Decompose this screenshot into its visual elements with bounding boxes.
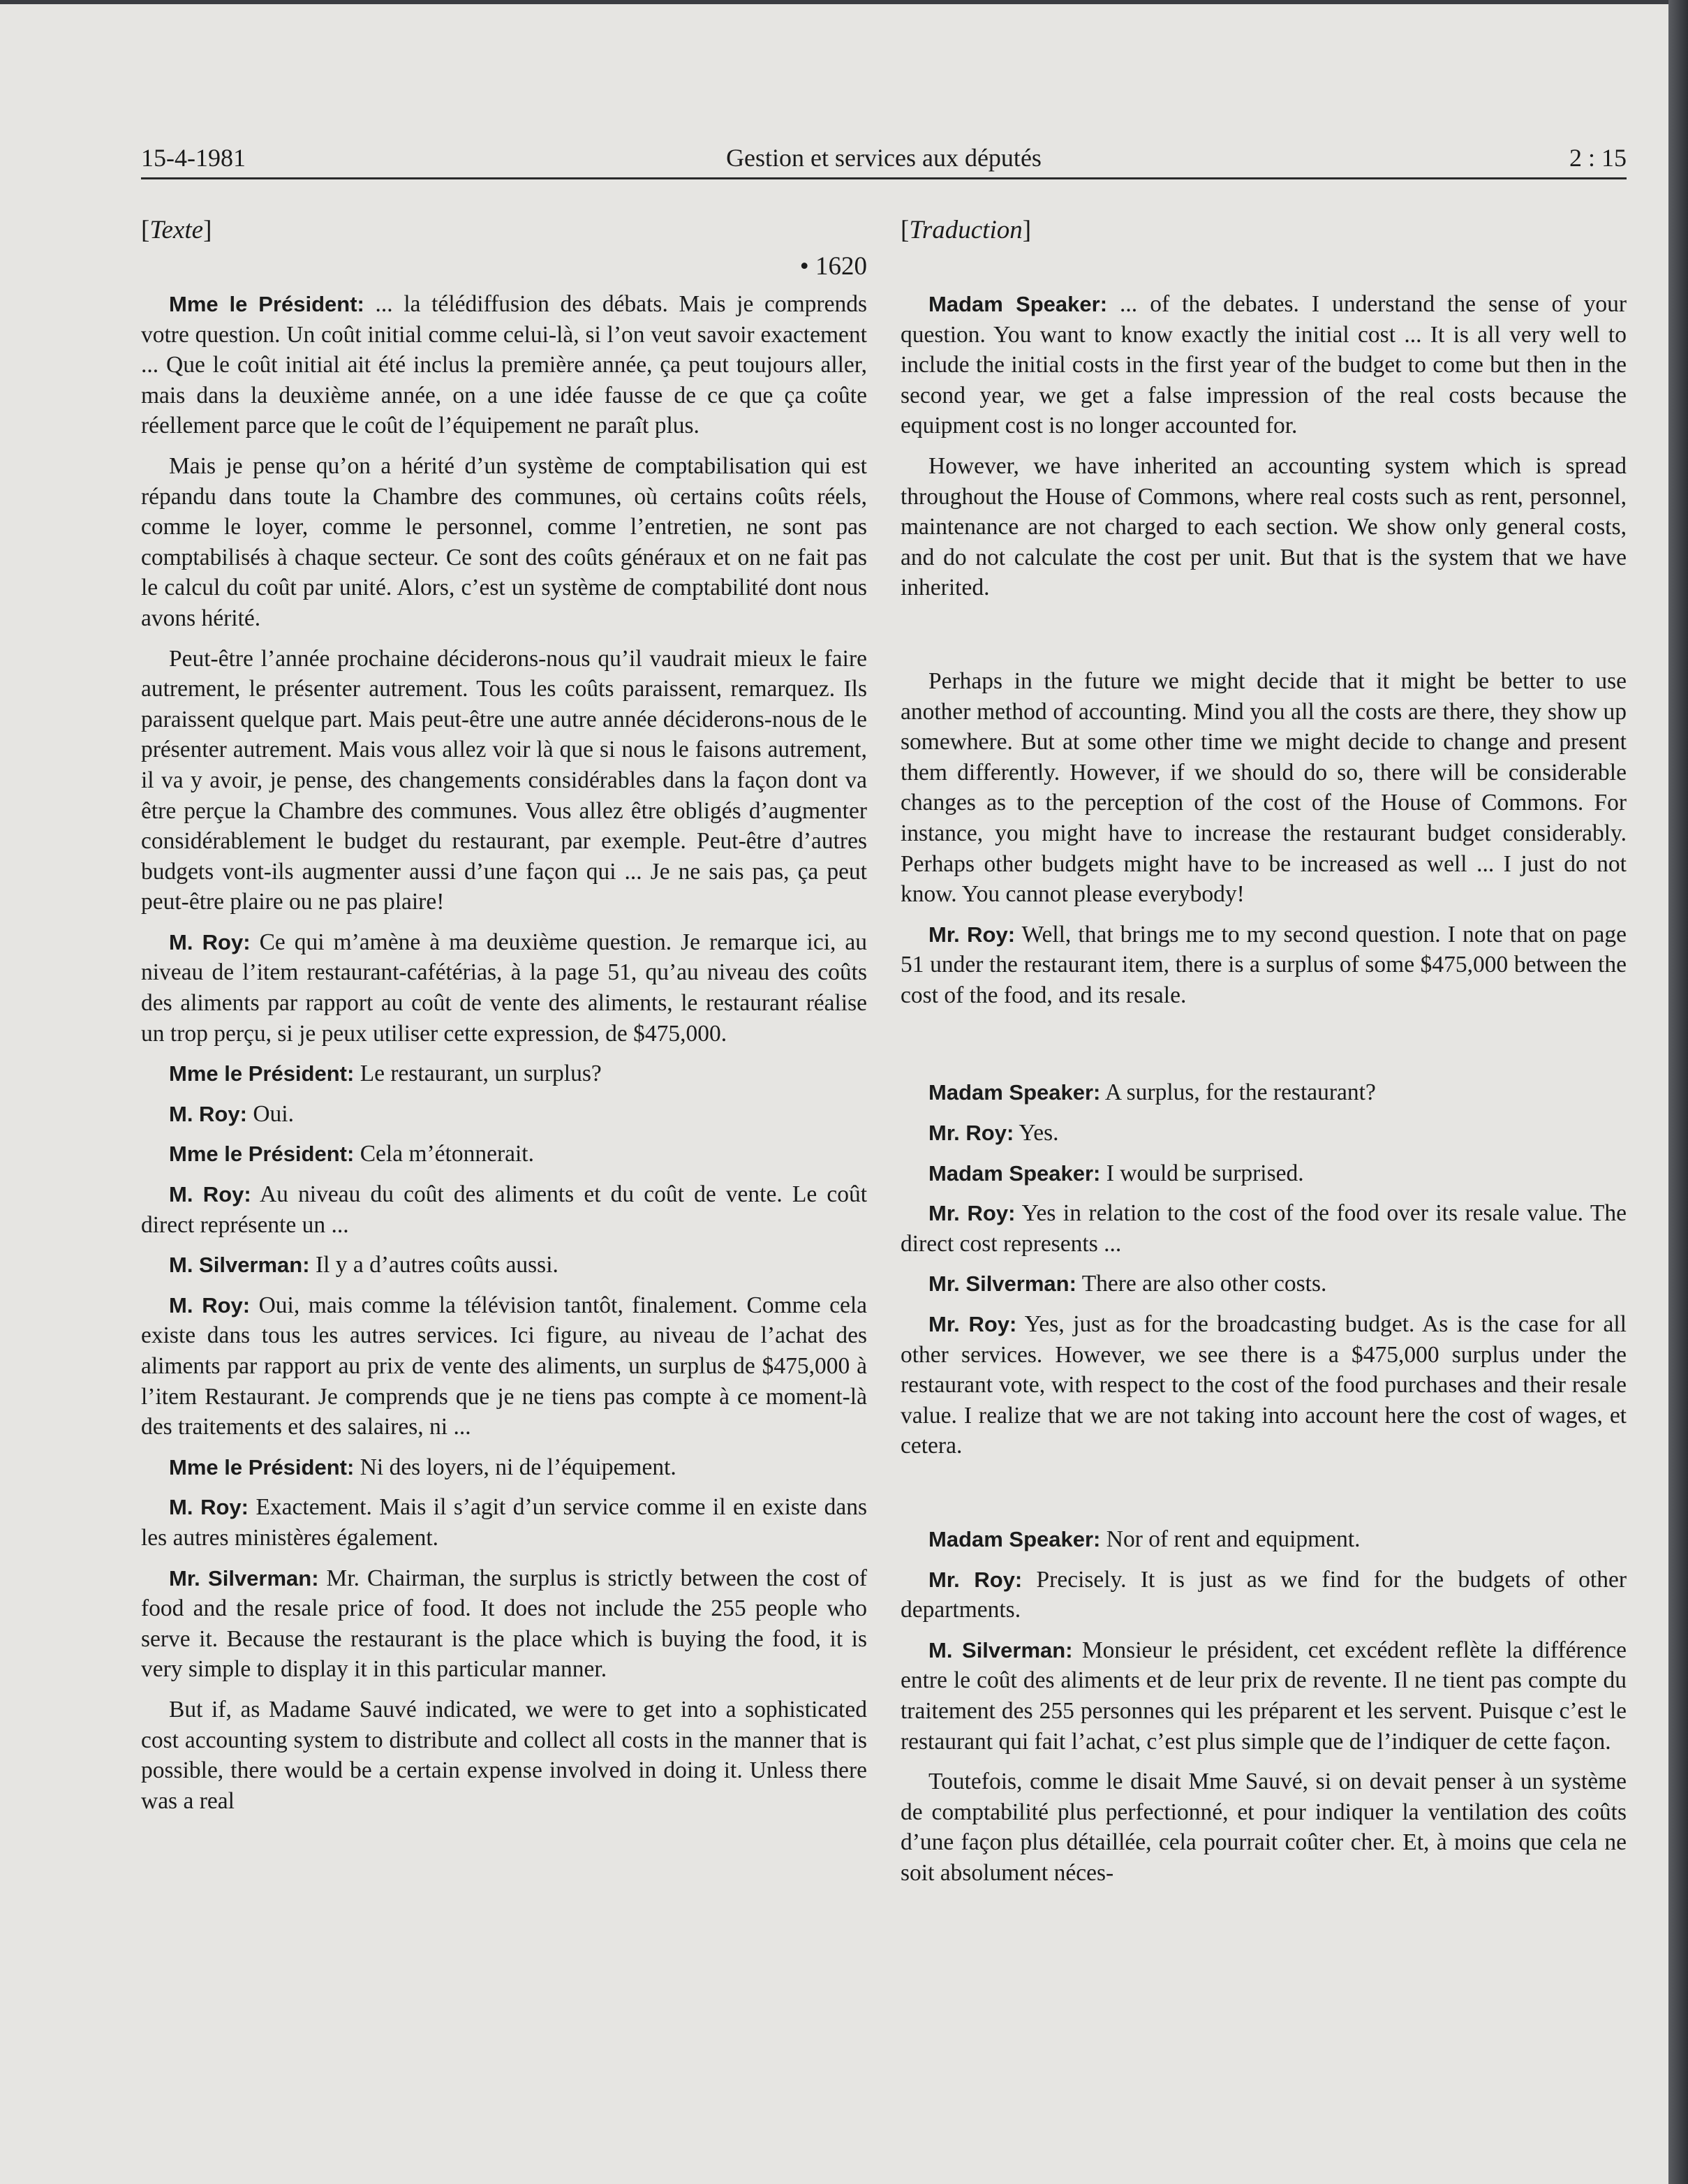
paragraph: Perhaps in the future we might decide that it might be better to use another method of accounting. Mind you all the costs are there, they show up somewhere. But at some other time we might decide to change and present them differently. However, if we should do so, there will be considerable changes as to the perception of the cost of the House of Commons. For instance, you might have to increase the restaurant budget considerably. Perhaps other budgets might have to be increased as well ... I just do not know. You cannot please everybody!: [901, 667, 1627, 908]
paragraph: Mr. Roy: Precisely. It is just as we find for the budgets of other departments.: [901, 1566, 1627, 1623]
speaker-name: Mr. Roy:: [928, 922, 1016, 947]
paragraph: M. Silverman: Il y a d’autres coûts aussi.: [169, 1252, 558, 1278]
speaker-name: Mme le Président:: [169, 1454, 355, 1480]
paragraph: M. Roy: Oui, mais comme la télévision tantôt, finalement. Comme cela existe dans tous les autres services. Ici figure, au niveau de l’achat des aliments par rapport au prix de vente des aliments, un surplus de $475,000 à l’item Restaurant. Je comprends que je ne tiens pas compte à ce moment-là des traitements et des salaires, ni ...: [141, 1292, 867, 1440]
header-title: Gestion et services aux députés: [726, 144, 1042, 172]
speaker-name: Mme le Président:: [169, 292, 364, 316]
paragraph: M. Roy: Exactement. Mais il s’agit d’un service comme il en existe dans les autres ministères également.: [141, 1494, 867, 1551]
paragraph: Mme le Président: Cela m’étonnerait.: [169, 1141, 534, 1167]
paragraph: M. Roy: Au niveau du coût des aliments et du coût de vente. Le coût direct représente un ...: [141, 1181, 867, 1238]
paragraph: Madam Speaker: ... of the debates. I understand the sense of your question. You want to know exactly the initial cost ... It is all very well to include the initial costs in the first year of the budget to come but then in the second year, we get a false impression of the real costs because the equipment cost is no longer accounted for.: [901, 291, 1627, 439]
speaker-name: Mr. Roy:: [928, 1312, 1017, 1337]
paragraph: Mr. Silverman: There are also other costs.: [928, 1271, 1327, 1297]
paragraph: Madam Speaker: Nor of rent and equipment.: [928, 1526, 1361, 1552]
speaker-name: Mme le Président:: [169, 1061, 355, 1086]
speaker-name: Mr. Silverman:: [928, 1271, 1076, 1297]
speaker-name: Mr. Roy:: [928, 1567, 1023, 1592]
section-label-texte: [Texte]: [141, 216, 212, 244]
speaker-name: M. Roy:: [169, 1101, 247, 1126]
paragraph: M. Silverman: Monsieur le président, cet excédent reflète la différence entre le coût des aliments et de leur prix de revente. Il ne tient pas compte du traitement des 255 personnes qui les préparent et les servent. Puisque c’est le restaurant qui fait l’achat, c’est plus simple que de l’indiquer de cette façon.: [901, 1637, 1627, 1755]
paragraph: M. Roy: Ce qui m’amène à ma deuxième question. Je remarque ici, au niveau de l’item restaurant-cafétérias, à la page 51, qu’au niveau des coûts des aliments par rapport au coût de vente des aliments, le restaurant réalise un trop perçu, si je peux utiliser cette expression, de $475,000.: [141, 929, 867, 1047]
speaker-name: Madam Speaker:: [928, 1160, 1101, 1186]
speaker-name: M. Roy:: [169, 1292, 251, 1318]
paragraph: However, we have inherited an accounting system which is spread throughout the House of Commons, where real costs such as rent, personnel, maintenance are not charged to each section. We show only general costs, and do not calculate the cost per unit. But that is the system that we have inherited.: [901, 452, 1627, 601]
speaker-name: Mr. Roy:: [928, 1201, 1016, 1226]
paragraph: Madam Speaker: I would be surprised.: [928, 1160, 1304, 1186]
marker-spacer: [901, 250, 1627, 283]
paragraph: Mr. Roy: Well, that brings me to my second question. I note that on page 51 under the restaurant item, there is a surplus of some $475,000 between the cost of the food, and its resale.: [901, 921, 1627, 1008]
speaker-name: M. Roy:: [169, 929, 251, 954]
page: [0, 4, 1668, 2184]
speaker-name: Madam Speaker:: [928, 292, 1108, 316]
paragraph: Mr. Silverman: Mr. Chairman, the surplus is strictly between the cost of food and the resale price of food. It does not include the 255 people who serve it. Because the restaurant is the place which is buying the food, it is very simple to display it in this particular manner.: [141, 1565, 867, 1683]
page-edge: [1668, 0, 1688, 2184]
alignment-gap: [901, 1471, 1627, 1524]
paragraph: Mme le Président: ... la télédiffusion des débats. Mais je comprends votre question. Un coût initial comme celui-là, si l’on veut savoir exactement ... Que le coût initial ait été inclus la première année, ça peut toujours aller, mais dans la deuxième année, on a une idée fausse de ce que ça coûte réellement parce que le coût de l’équipement ne paraît plus.: [141, 291, 867, 439]
paragraph: Toutefois, comme le disait Mme Sauvé, si on devait penser à un système de comptabilité plus perfectionné, et pour indiquer la ventilation des coûts d’une façon plus détaillée, cela pourrait coûter cher. Et, à moins que cela ne soit absolument néces-: [901, 1769, 1627, 1886]
header-date: 15-4-1981: [141, 144, 246, 172]
speaker-name: Mr. Silverman:: [169, 1565, 319, 1591]
section-label-traduction: [Traduction]: [901, 216, 1032, 244]
speaker-name: Madam Speaker:: [928, 1527, 1101, 1551]
speaker-name: M. Roy:: [169, 1182, 251, 1207]
paragraph: Mr. Roy: Yes, just as for the broadcasting budget. As is the case for all other services. However, we see there is a $475,000 surplus under the restaurant vote, with respect to the cost of the food purchases and their resale value. I realize that we are not taking into account here the cost of wages, et cetera.: [901, 1311, 1627, 1459]
paragraph: M. Roy: Oui.: [169, 1100, 294, 1127]
paragraph: Mme le Président: Ni des loyers, ni de l’équipement.: [169, 1454, 676, 1480]
paragraph: Peut-être l’année prochaine déciderons-nous qu’il vaudrait mieux le faire autrement, le présenter autrement. Tous les coûts paraissent, remarquez. Ils paraissent quelque part. Mais peut-être une autre année déciderons-nous de le présenter autrement. Mais vous allez voir là que si nous le faisons autrement, il va y avoir, je pense, des changements considérables dans la façon dont va être perçue la Chambre des communes. Vous allez être obligés d’augmenter considérablement le budget du restaurant, par exemple. Peut-être d’autres budgets vont-ils augmenter aussi d’une façon qui ... Je ne sais pas, ça peut peut-être plaire ou ne pas plaire!: [141, 645, 867, 915]
time-marker: • 1620: [799, 252, 867, 281]
paragraph: Mr. Roy: Yes in relation to the cost of the food over its resale value. The direct cost represents ...: [901, 1200, 1627, 1257]
paragraph: Madam Speaker: A surplus, for the restaurant?: [928, 1079, 1376, 1106]
paragraph: Mr. Roy: Yes.: [928, 1120, 1059, 1146]
speaker-name: Mme le Président:: [169, 1142, 355, 1167]
running-header: [141, 141, 1627, 179]
right-column-translation: [901, 214, 1627, 1898]
paragraph: Mais je pense qu’on a hérité d’un système de comptabilisation qui est répandu dans toute la Chambre des communes, où certains coûts réels, comme le loyer, comme le personnel, comme l’entretien, ne sont pas comptabilisés à chaque secteur. Ce sont des coûts généraux et on ne fait pas le calcul du coût par unité. Alors, c’est un système de comptabilité dont nous avons hérité.: [141, 452, 867, 631]
header-page-number: 2 : 15: [1569, 144, 1627, 172]
speaker-name: M. Silverman:: [928, 1637, 1073, 1662]
speaker-name: M. Silverman:: [169, 1253, 310, 1278]
speaker-name: M. Roy:: [169, 1495, 249, 1520]
left-column-original-text: [141, 214, 867, 1826]
alignment-gap: [901, 1020, 1627, 1077]
alignment-gap: [901, 613, 1627, 666]
paragraph: Mme le Président: Le restaurant, un surplus?: [169, 1061, 602, 1087]
speaker-name: Mr. Roy:: [928, 1121, 1014, 1146]
paragraph: But if, as Madame Sauvé indicated, we were to get into a sophisticated cost accounting system to distribute and collect all costs in the manner that is possible, there would be a certain expense involved in doing it. Unless there was a real: [141, 1696, 867, 1814]
speaker-name: Madam Speaker:: [928, 1080, 1101, 1105]
